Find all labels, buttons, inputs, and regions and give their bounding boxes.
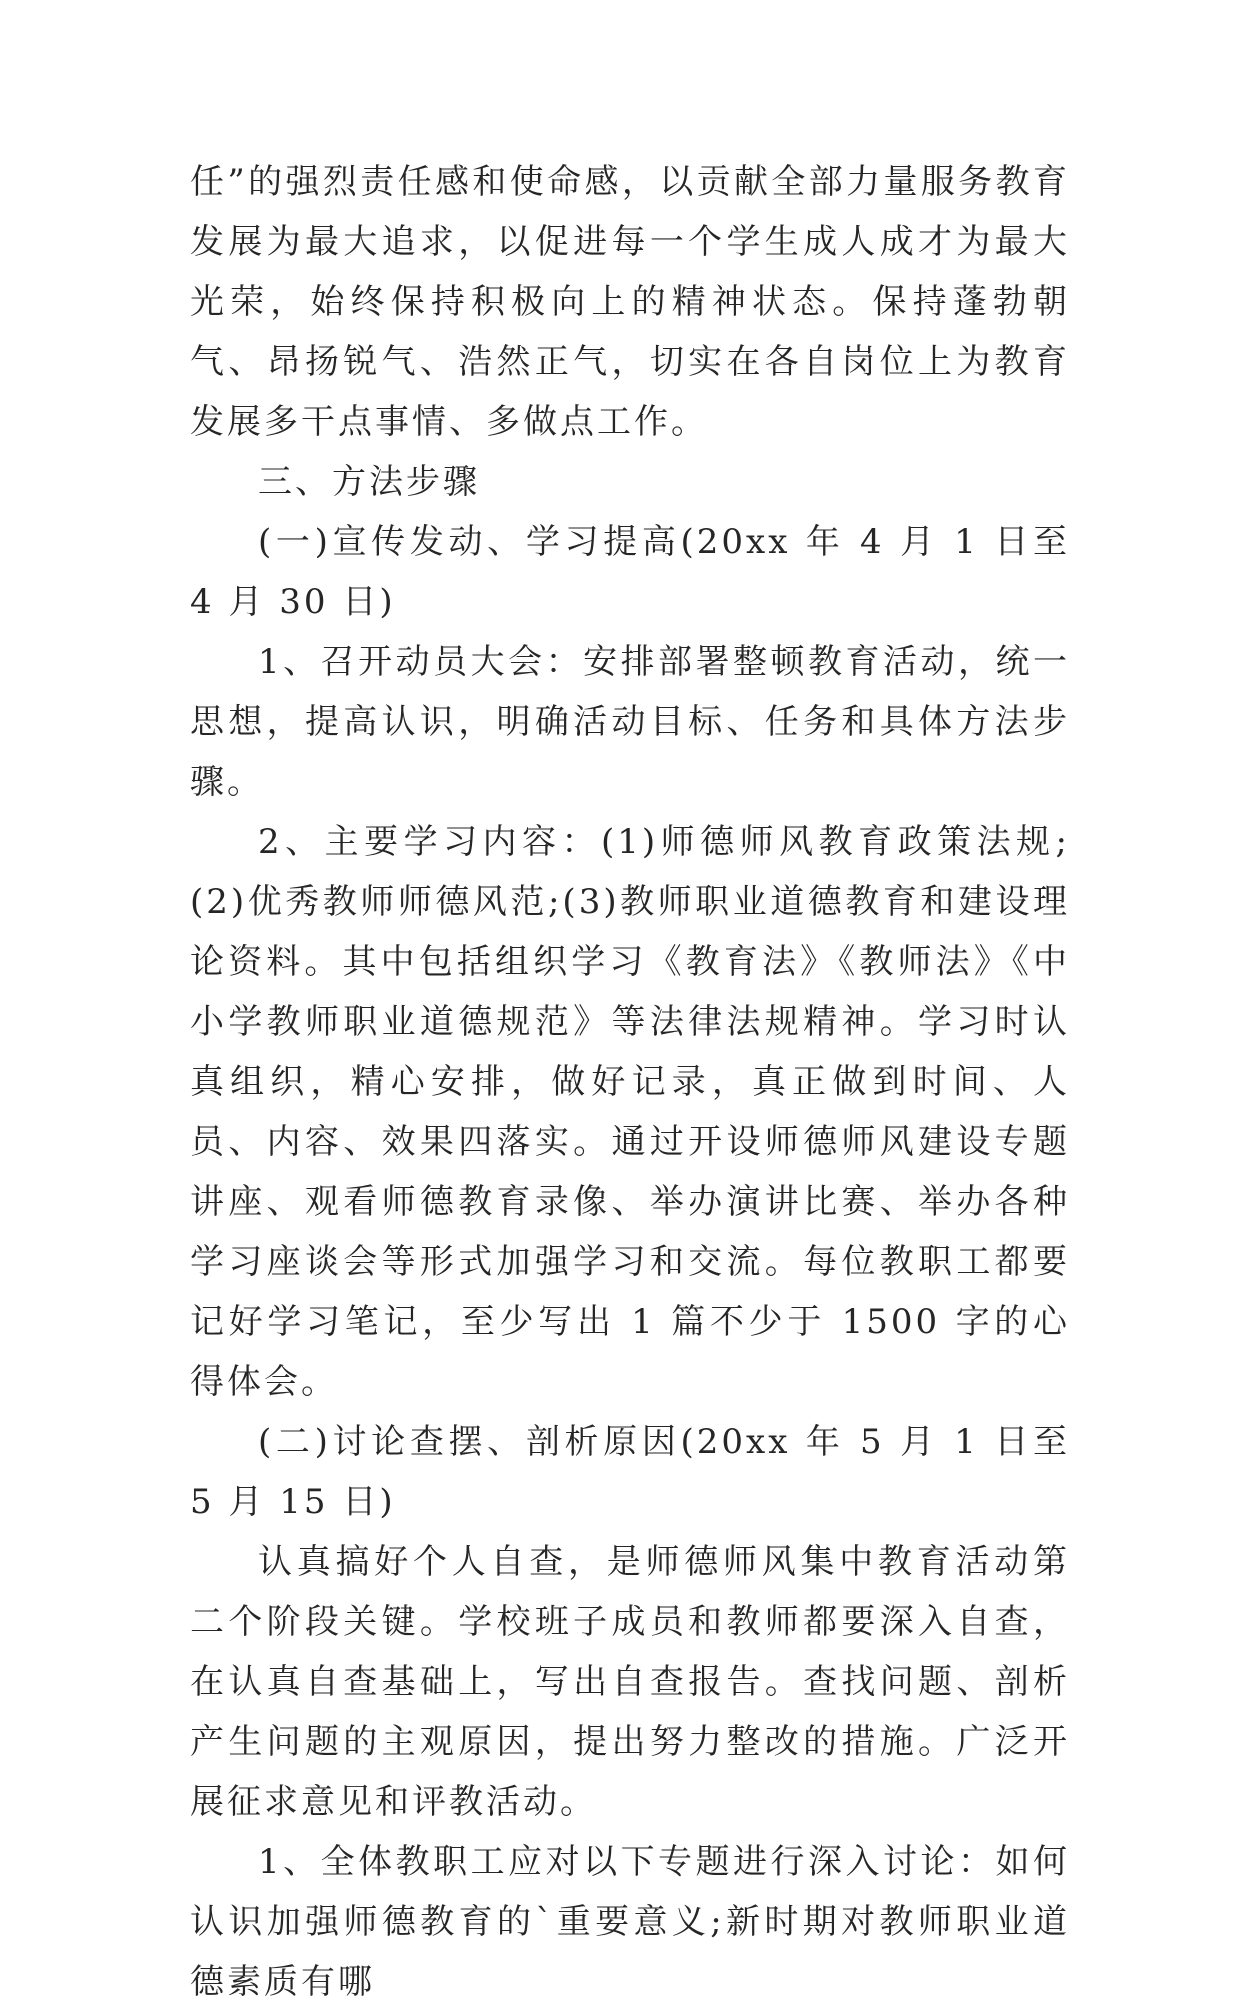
paragraph-self-check: 认真搞好个人自查，是师德师风集中教育活动第二个阶段关键。学校班子成员和教师都要深入自查，在认真自查基础上，写出自查报告。查找问题、剖析产生问题的主观原因，提出努力整改的措施。广泛开展征求意见和评教活动。 [190,1542,1070,1822]
paragraph-mobilization: 1、召开动员大会：安排部署整顿教育活动，统一思想，提高认识，明确活动目标、任务和具体方法步骤。 [190,642,1070,802]
subsection-heading-2: (二)讨论查摆、剖析原因(20xx 年 5 月 1 日至 5 月 15 日) [190,1422,1070,1522]
subsection-heading-1: (一)宣传发动、学习提高(20xx 年 4 月 1 日至 4 月 30 日) [190,522,1070,622]
paragraph-continuation: 任”的强烈责任感和使命感，以贡献全部力量服务教育发展为最大追求，以促进每一个学生成人成才为最大光荣，始终保持积极向上的精神状态。保持蓬勃朝气、昂扬锐气、浩然正气，切实在各自岗位上为教育发展多干点事情、多做点工作。 [190,162,1070,442]
document-body [190,152,1070,2012]
paragraph-study-content: 2、主要学习内容：(1)师德师风教育政策法规;(2)优秀教师师德风范;(3)教师职业道德教育和建设理论资料。其中包括组织学习《教育法》《教师法》《中小学教师职业道德规范》等法律法规精神。学习时认真组织，精心安排，做好记录，真正做到时间、人员、内容、效果四落实。通过开设师德师风建设专题讲座、观看师德教育录像、举办演讲比赛、举办各种学习座谈会等形式加强学习和交流。每位教职工都要记好学习笔记，至少写出 1 篇不少于 1500 字的心得体会。 [190,822,1070,1402]
paragraph-discussion: 1、全体教职工应对以下专题进行深入讨论：如何认识加强师德教育的`重要意义;新时期对教师职业道德素质有哪 [190,1842,1070,2002]
section-heading-methods: 三、方法步骤 [258,462,480,502]
